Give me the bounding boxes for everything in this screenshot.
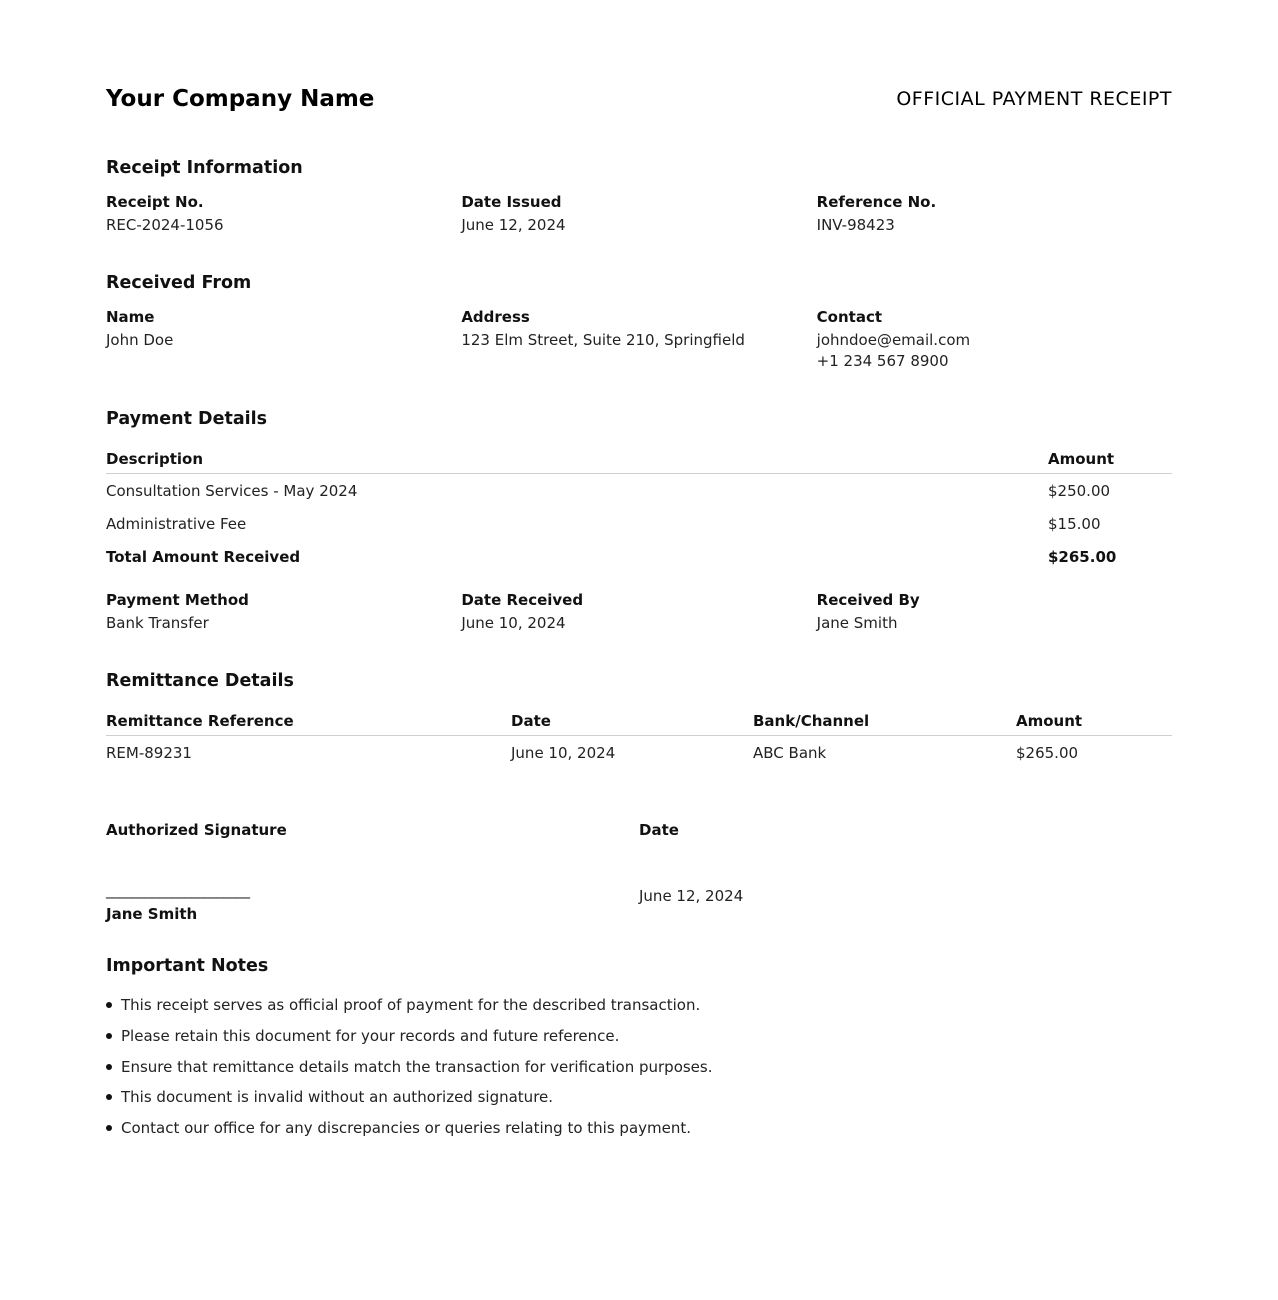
list-item: Please retain this document for your records and future reference. (106, 1024, 1172, 1055)
payment-table-header (106, 444, 1172, 474)
receipt-info-title: Receipt Information (106, 158, 303, 178)
remittance-table (106, 706, 1172, 769)
row-amount: $250.00 (1048, 481, 1111, 500)
payment-method-label: Payment Method (106, 591, 249, 609)
company-name: Your Company Name (106, 86, 375, 112)
signature-block (106, 820, 1172, 923)
payer-address-value: 123 Elm Street, Suite 210, Springfield (461, 331, 745, 349)
list-item: Ensure that remittance details match the transaction for verification purposes. (106, 1055, 1172, 1086)
received-from-title: Received From (106, 273, 252, 293)
payer-address-field (461, 307, 816, 372)
table-row (106, 736, 1172, 769)
payment-method-field (106, 590, 461, 634)
list-item: This receipt serves as official proof of payment for the described transaction. (106, 993, 1172, 1024)
table-row (106, 474, 1172, 507)
list-item: This document is invalid without an authorized signature. (106, 1085, 1172, 1116)
payer-name-field (106, 307, 461, 372)
signature-label: Authorized Signature (106, 821, 287, 839)
receipt-header (106, 86, 1172, 112)
received-by-label: Received By (816, 591, 920, 609)
table-row (106, 507, 1172, 540)
signature-line: ______________________ (106, 881, 249, 899)
row-description: Consultation Services - May 2024 (106, 481, 358, 500)
payer-name-label: Name (106, 308, 155, 326)
reference-no-field (817, 192, 1172, 236)
payment-meta-grid (106, 590, 1172, 634)
notes-section (106, 993, 1172, 1147)
signature-column (106, 820, 639, 923)
reference-no-value: INV-98423 (816, 216, 895, 234)
receipt-no-value: REC-2024-1056 (106, 216, 224, 234)
remittance-title: Remittance Details (106, 671, 294, 691)
document-title: OFFICIAL PAYMENT RECEIPT (896, 88, 1172, 110)
column-header-remittance-reference: Remittance Reference (106, 711, 294, 730)
signature-date-label: Date (639, 821, 679, 839)
received-by-field (817, 590, 1172, 634)
remittance-date: June 10, 2024 (511, 743, 616, 762)
payer-contact-label: Contact (816, 308, 883, 326)
column-header-date: Date (511, 711, 551, 730)
date-issued-field (461, 192, 816, 236)
receipt-no-label: Receipt No. (106, 193, 204, 211)
signatory-name: Jane Smith (106, 905, 198, 923)
receipt-info-grid (106, 192, 1172, 236)
payer-phone: +1 234 567 8900 (816, 352, 949, 370)
column-header-description: Description (106, 449, 204, 468)
remittance-amount: $265.00 (1016, 743, 1079, 762)
signature-date-column (639, 820, 1172, 923)
received-by-value: Jane Smith (816, 614, 898, 632)
payer-email: johndoe@email.com (816, 331, 971, 349)
payment-details-table (106, 444, 1172, 573)
receipt-no-field (106, 192, 461, 236)
reference-no-label: Reference No. (816, 193, 937, 211)
column-header-amount: Amount (1048, 449, 1115, 468)
notes-list (106, 993, 1172, 1147)
date-issued-label: Date Issued (461, 193, 562, 211)
payer-address-label: Address (461, 308, 530, 326)
column-header-bank-channel: Bank/Channel (753, 711, 870, 730)
payment-details-title: Payment Details (106, 409, 268, 429)
signature-date-value: June 12, 2024 (639, 887, 744, 905)
date-received-value: June 10, 2024 (461, 614, 566, 632)
remittance-bank: ABC Bank (753, 743, 827, 762)
notes-title: Important Notes (106, 956, 269, 976)
remittance-table-header (106, 706, 1172, 736)
payer-contact-field (817, 307, 1172, 372)
received-from-grid (106, 307, 1172, 372)
row-description: Administrative Fee (106, 514, 247, 533)
date-received-field (461, 590, 816, 634)
payment-method-value: Bank Transfer (106, 614, 209, 632)
remittance-reference: REM-89231 (106, 743, 192, 762)
payer-name-value: John Doe (106, 331, 174, 349)
total-label: Total Amount Received (106, 547, 301, 566)
column-header-amount: Amount (1016, 711, 1083, 730)
row-amount: $15.00 (1048, 514, 1101, 533)
date-received-label: Date Received (461, 591, 584, 609)
total-row (106, 540, 1172, 573)
total-amount: $265.00 (1048, 547, 1117, 566)
list-item: Contact our office for any discrepancies or queries relating to this payment. (106, 1116, 1172, 1147)
date-issued-value: June 12, 2024 (461, 216, 566, 234)
